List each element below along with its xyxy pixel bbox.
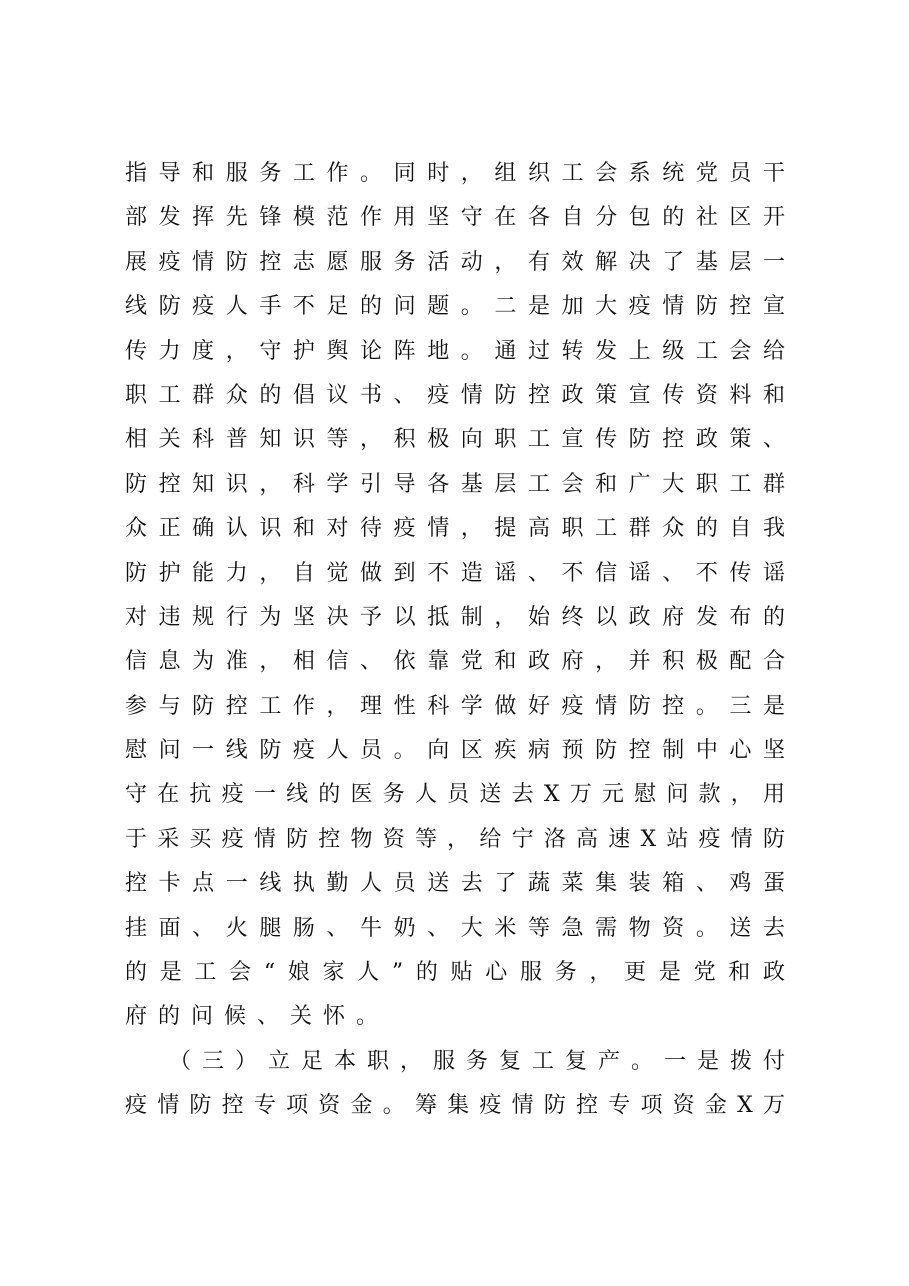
section-heading-line: （三）立足本职，服务复工复产。一是拨付 bbox=[169, 1048, 785, 1074]
text-line: 控卡点一线执勤人员送去了蔬菜集装箱、鸡蛋 bbox=[125, 871, 785, 897]
text-line: 对违规行为坚决予以抵制，始终以政府发布的 bbox=[125, 604, 785, 630]
text-line: 参与防控工作，理性科学做好疫情防控。三是 bbox=[125, 693, 785, 719]
text-line: 慰问一线防疫人员。向区疾病预防控制中心坚 bbox=[125, 738, 785, 764]
text-line: 疫情防控专项资金。筹集疫情防控专项资金X万 bbox=[125, 1093, 785, 1119]
text-line: 信息为准，相信、依靠党和政府，并积极配合 bbox=[125, 649, 785, 675]
text-line: 指导和服务工作。同时，组织工会系统党员干 bbox=[125, 161, 785, 186]
text-line: 职工群众的倡议书、疫情防控政策宣传资料和 bbox=[125, 382, 785, 408]
text-line: 防控知识，科学引导各基层工会和广大职工群 bbox=[125, 471, 785, 497]
text-line: 相关科普知识等，积极向职工宣传防控政策、 bbox=[125, 427, 785, 453]
text-line: 部发挥先锋模范作用坚守在各自分包的社区开 bbox=[125, 205, 785, 231]
text-line: 防护能力，自觉做到不造谣、不信谣、不传谣 bbox=[125, 560, 785, 586]
text-line: 守在抗疫一线的医务人员送去X万元慰问款，用 bbox=[125, 782, 785, 808]
text-line: 的是工会“娘家人”的贴心服务，更是党和政 bbox=[125, 960, 785, 986]
text-line: 展疫情防控志愿服务活动，有效解决了基层一 bbox=[125, 249, 785, 275]
text-line: 线防疫人手不足的问题。二是加大疫情防控宣 bbox=[125, 294, 785, 320]
text-line: 于采买疫情防控物资等，给宁洛高速X站疫情防 bbox=[125, 826, 785, 852]
body-text bbox=[125, 152, 785, 1129]
text-line: 传力度，守护舆论阵地。通过转发上级工会给 bbox=[125, 338, 785, 364]
text-line: 众正确认识和对待疫情，提高职工群众的自我 bbox=[125, 516, 785, 542]
paragraph-last-line: 府的问候、关怀。 bbox=[125, 1004, 390, 1030]
text-line: 挂面、火腿肠、牛奶、大米等急需物资。送去 bbox=[125, 915, 785, 941]
